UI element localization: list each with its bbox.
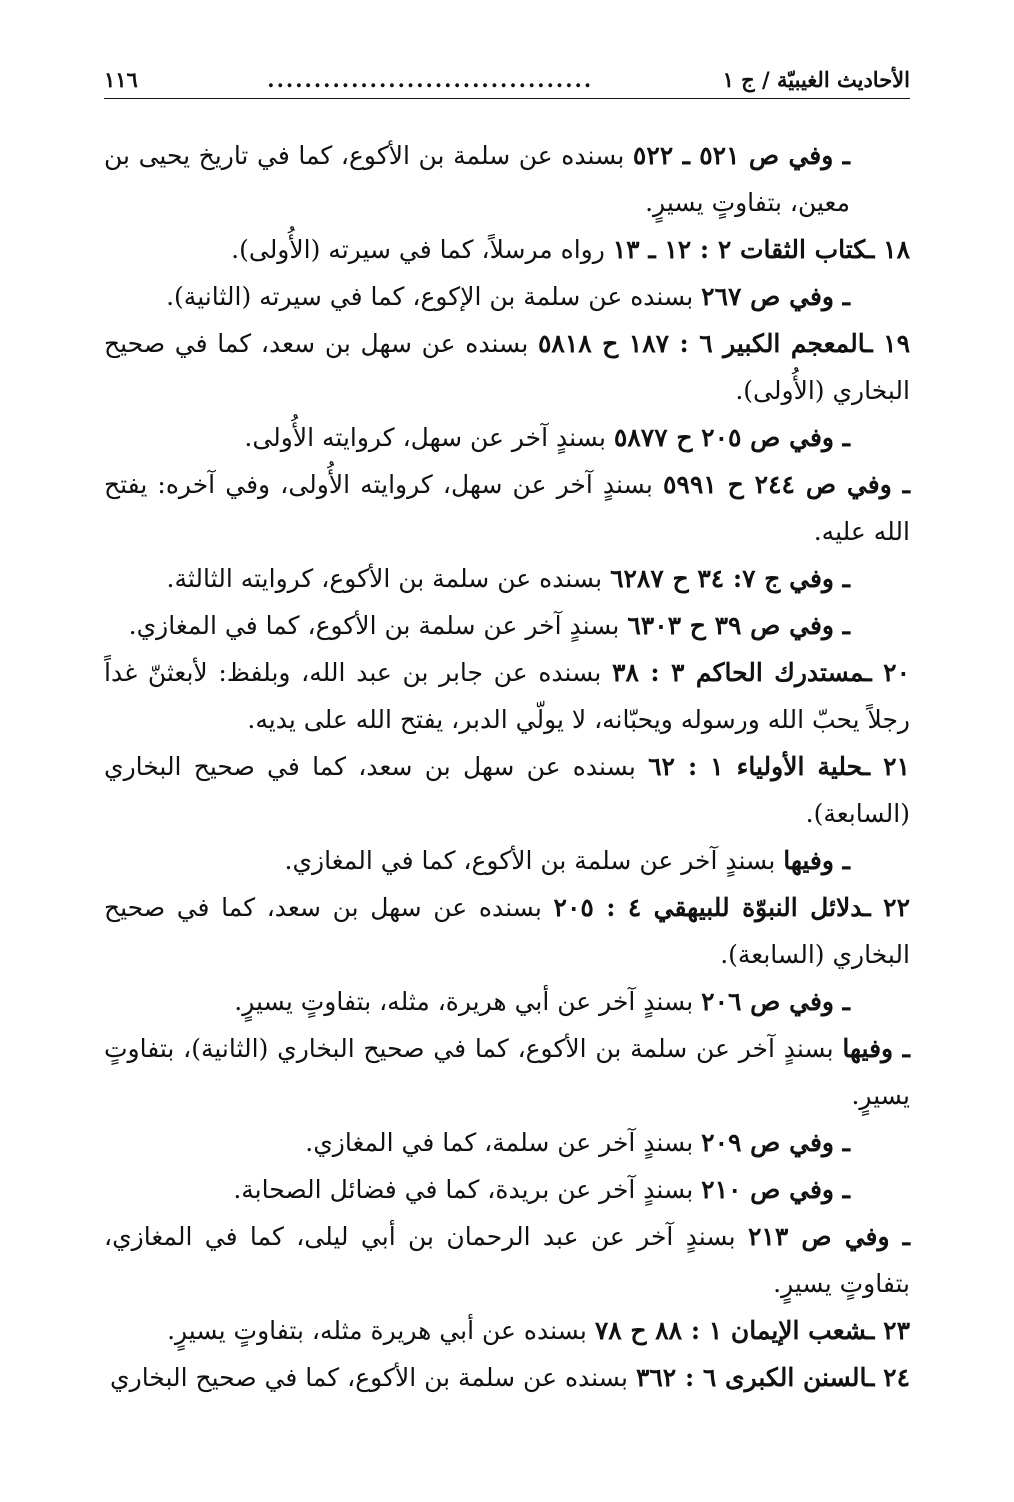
entry-source: ـ وفي ج ٧: ٣٤ ح ٦٢٨٧: [610, 564, 850, 593]
entry-source: ـ وفي ص ٥٢١ ـ ٥٢٢: [632, 141, 850, 170]
entry-paragraph: [104, 273, 850, 320]
entry-source: كتاب الثقات ٢ : ١٢ ـ ١٣: [612, 235, 868, 264]
entry-source: ـ وفي ص ٣٩ ح ٦٣٠٣: [627, 611, 850, 640]
reference-entry: [104, 555, 910, 602]
entry-number: ١٩ ـ: [865, 329, 911, 358]
header-page-number: ١١٦: [104, 67, 138, 92]
entry-text: بسندٍ آخر عن سلمة، كما في المغازي.: [305, 1128, 702, 1157]
entry-source: ـ وفي ص ٢١٣: [747, 1222, 910, 1251]
entry-text: بسنده عن سهل بن سعد، كما في صحيح البخاري (السابعة).: [104, 893, 910, 969]
entry-text: بسنده عن سلمة بن الأكوع، كما في صحيح البخاري: [110, 1363, 636, 1392]
entry-number: ٢٤ ـ: [867, 1363, 910, 1392]
entry-number: ٢٠ ـ: [864, 658, 910, 687]
entry-source: ـ وفي ص ٢٠٦: [701, 987, 850, 1016]
entry-number: ٢٢ ـ: [863, 893, 910, 922]
entry-paragraph: [104, 978, 850, 1025]
entry-source: ـ وفي ص ٢١٠: [701, 1175, 850, 1204]
entry-text: بسندٍ آخر عن سلمة بن الأكوع، كما في صحيح البخاري (الثانية)، بتفاوتٍ يسيرٍ.: [104, 1034, 910, 1110]
entry-source: السنن الكبرى ٦ : ٣٦٢: [635, 1363, 868, 1392]
entry-text: بسنده عن سهل بن سعد، كما في صحيح البخاري (السابعة).: [104, 752, 910, 828]
entry-paragraph: [104, 884, 910, 978]
reference-entry: [104, 649, 910, 743]
reference-entry: [104, 461, 910, 555]
reference-entry: [104, 743, 910, 837]
entry-text: بسنده عن سلمة بن الأكوع، كما في تاريخ يحيى بن معين، بتفاوتٍ يسيرٍ.: [104, 141, 850, 217]
entry-paragraph: [104, 1166, 850, 1213]
entry-paragraph: [104, 1307, 910, 1354]
document-body: [104, 132, 910, 1401]
reference-entry: [104, 602, 910, 649]
entry-source: مستدرك الحاكم ٣ : ٣٨: [612, 658, 865, 687]
entry-paragraph: [104, 649, 910, 743]
entry-text: بسندٍ آخر عن بريدة، كما في فضائل الصحابة.: [233, 1175, 702, 1204]
reference-entry: [104, 884, 910, 978]
entry-paragraph: [104, 1119, 850, 1166]
entry-paragraph: [104, 320, 910, 414]
reference-entry: [104, 1213, 910, 1307]
entry-text: بسنده عن جابر بن عبد الله، وبلفظ: لأبعثنّ غداً رجلاً يحبّ الله ورسوله ويحبّانه، لا يولّي الدبر، يفتح الله على يديه.: [104, 658, 910, 734]
reference-entry: [104, 132, 910, 226]
running-header: [104, 52, 910, 99]
entry-text: بسندٍ آخر عن سهل، كروايته الأُولى، وفي آخره: يفتح الله عليه.: [104, 470, 910, 546]
entry-paragraph: [104, 743, 910, 837]
entry-number: ٢٣ ـ: [867, 1316, 910, 1345]
reference-entry: [104, 1354, 910, 1401]
entry-paragraph: [104, 1025, 910, 1119]
entry-number: ٢١ ـ: [862, 752, 910, 781]
entry-number: ١٨ ـ: [867, 235, 910, 264]
reference-entry: [104, 1025, 910, 1119]
reference-entry: [104, 414, 910, 461]
entry-text: بسنده عن سهل بن سعد، كما في صحيح البخاري (الأُولى).: [104, 329, 910, 405]
reference-entry: [104, 1307, 910, 1354]
entry-source: المعجم الكبير ٦ : ١٨٧ ح ٥٨١٨: [538, 329, 866, 358]
entry-text: بسندٍ آخر عن سلمة بن الأكوع، كما في المغازي.: [284, 846, 784, 875]
entry-source: ـ وفيها: [783, 846, 850, 875]
entry-paragraph: [104, 837, 850, 884]
entry-text: بسندٍ آخر عن عبد الرحمان بن أبي ليلى، كما في المغازي، بتفاوتٍ يسيرٍ.: [104, 1222, 910, 1298]
entry-source: ـ وفي ص ٢٦٧: [701, 282, 850, 311]
entry-paragraph: [104, 602, 850, 649]
entry-source: ـ وفي ص ٢٠٩: [701, 1128, 850, 1157]
entry-text: بسنده عن أبي هريرة مثله، بتفاوتٍ يسيرٍ.: [167, 1316, 595, 1345]
entry-paragraph: [104, 414, 850, 461]
entry-paragraph: [104, 132, 850, 226]
entry-source: ـ وفي ص ٢٤٤ ح ٥٩٩١: [663, 470, 911, 499]
entry-paragraph: [104, 1213, 910, 1307]
entry-source: حلية الأولياء ١ : ٦٢: [648, 752, 863, 781]
reference-entry: [104, 1166, 910, 1213]
header-title: الأحاديث الغيبيّة / ج ١: [722, 67, 910, 92]
entry-source: ـ وفيها: [842, 1034, 910, 1063]
entry-paragraph: [104, 1354, 910, 1401]
entry-text: بسندٍ آخر عن سلمة بن الأكوع، كما في المغازي.: [128, 611, 628, 640]
entry-source: شعب الإيمان ١ : ٨٨ ح ٧٨: [594, 1316, 868, 1345]
reference-entry: [104, 273, 910, 320]
entry-text: رواه مرسلاً، كما في سيرته (الأُولى).: [231, 235, 613, 264]
reference-entry: [104, 320, 910, 414]
entry-paragraph: [104, 461, 910, 555]
entry-text: بسنده عن سلمة بن الأكوع، كروايته الثالثة.: [166, 564, 611, 593]
entry-text: بسندٍ آخر عن أبي هريرة، مثله، بتفاوتٍ يسيرٍ.: [234, 987, 702, 1016]
entry-paragraph: [104, 226, 910, 273]
entry-source: دلائل النبوّة للبيهقي ٤ : ٢٠٥: [553, 893, 864, 922]
reference-entry: [104, 226, 910, 273]
entry-paragraph: [104, 555, 850, 602]
entry-text: بسنده عن سلمة بن الإكوع، كما في سيرته (الثانية).: [166, 282, 702, 311]
entry-source: ـ وفي ص ٢٠٥ ح ٥٨٧٧: [613, 423, 850, 452]
reference-entry: [104, 1119, 910, 1166]
entry-text: بسندٍ آخر عن سهل، كروايته الأُولى.: [244, 423, 614, 452]
reference-entry: [104, 837, 910, 884]
reference-entry: [104, 978, 910, 1025]
header-dots: ...................................: [267, 67, 594, 92]
